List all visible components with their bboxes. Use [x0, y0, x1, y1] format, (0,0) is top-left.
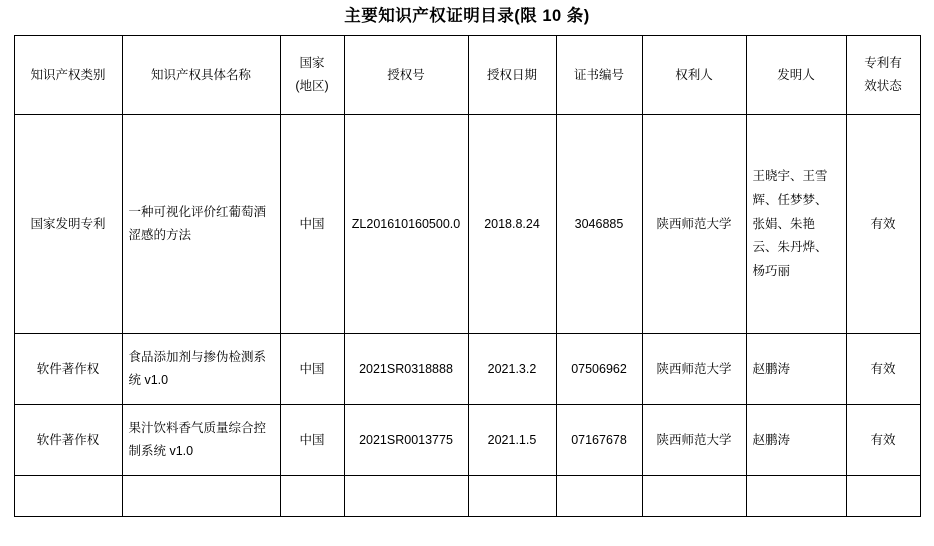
column-header-grant-no-line1: 授权号	[387, 67, 425, 82]
table-row	[14, 115, 920, 334]
table-row	[14, 334, 920, 405]
page-title: 主要知识产权证明目录(限 10 条)	[344, 7, 590, 25]
table-row	[14, 405, 920, 476]
column-header-name	[122, 36, 280, 115]
column-header-name-line1: 知识产权具体名称	[150, 67, 251, 82]
column-header-certificate-no	[556, 36, 642, 115]
cell-status	[846, 476, 920, 517]
table-header	[14, 36, 920, 115]
intellectual-property-table	[14, 35, 921, 517]
column-header-status-line2: 效状态	[864, 79, 902, 94]
cell-inventors: 王晓宇、王雪辉、任梦梦、张娟、朱艳云、朱丹烨、杨巧丽	[746, 115, 846, 334]
column-header-inventor-line1: 发明人	[777, 67, 815, 82]
column-header-country-line2: (地区)	[295, 79, 329, 94]
cell-certificate-no: 07167678	[556, 405, 642, 476]
cell-grant-date: 2018.8.24	[468, 115, 556, 334]
cell-grant-no: ZL201610160500.0	[344, 115, 468, 334]
cell-name: 食品添加剂与掺伪检测系统 v1.0	[122, 334, 280, 405]
column-header-status-line1: 专利有	[864, 55, 902, 70]
cell-certificate-no: 3046885	[556, 115, 642, 334]
cell-owner: 陕西师范大学	[642, 334, 746, 405]
column-header-grant-no	[344, 36, 468, 115]
column-header-certificate-no-line1: 证书编号	[573, 67, 624, 82]
cell-inventors: 赵鹏涛	[746, 334, 846, 405]
cell-grant-date: 2021.1.5	[468, 405, 556, 476]
column-header-country-line1: 国家	[299, 55, 325, 70]
cell-name: 果汁饮料香气质量综合控制系统 v1.0	[122, 405, 280, 476]
cell-grant-date: 2021.3.2	[468, 334, 556, 405]
column-header-grant-date-line1: 授权日期	[486, 67, 537, 82]
column-header-status	[846, 36, 920, 115]
table-header-row	[14, 36, 920, 115]
cell-status: 有效	[846, 115, 920, 334]
cell-country: 中国	[280, 334, 344, 405]
cell-category: 软件著作权	[14, 405, 122, 476]
cell-status: 有效	[846, 405, 920, 476]
cell-name	[122, 476, 280, 517]
column-header-country	[280, 36, 344, 115]
cell-owner: 陕西师范大学	[642, 405, 746, 476]
cell-grant-date	[468, 476, 556, 517]
cell-country	[280, 476, 344, 517]
cell-grant-no: 2021SR0318888	[344, 334, 468, 405]
cell-owner: 陕西师范大学	[642, 115, 746, 334]
cell-certificate-no: 07506962	[556, 334, 642, 405]
column-header-grant-date	[468, 36, 556, 115]
cell-category: 国家发明专利	[14, 115, 122, 334]
table-body	[14, 115, 920, 517]
cell-owner	[642, 476, 746, 517]
cell-category	[14, 476, 122, 517]
table-row	[14, 476, 920, 517]
column-header-owner-line1: 权利人	[675, 67, 713, 82]
cell-grant-no: 2021SR0013775	[344, 405, 468, 476]
cell-country: 中国	[280, 405, 344, 476]
cell-status: 有效	[846, 334, 920, 405]
cell-grant-no	[344, 476, 468, 517]
cell-category: 软件著作权	[14, 334, 122, 405]
cell-certificate-no	[556, 476, 642, 517]
column-header-owner	[642, 36, 746, 115]
column-header-category-line1: 知识产权类别	[30, 67, 106, 82]
column-header-category	[14, 36, 122, 115]
cell-country: 中国	[280, 115, 344, 334]
cell-name: 一种可视化评价红葡萄酒涩感的方法	[122, 115, 280, 334]
cell-inventors: 赵鹏涛	[746, 405, 846, 476]
cell-inventors	[746, 476, 846, 517]
column-header-inventor	[746, 36, 846, 115]
